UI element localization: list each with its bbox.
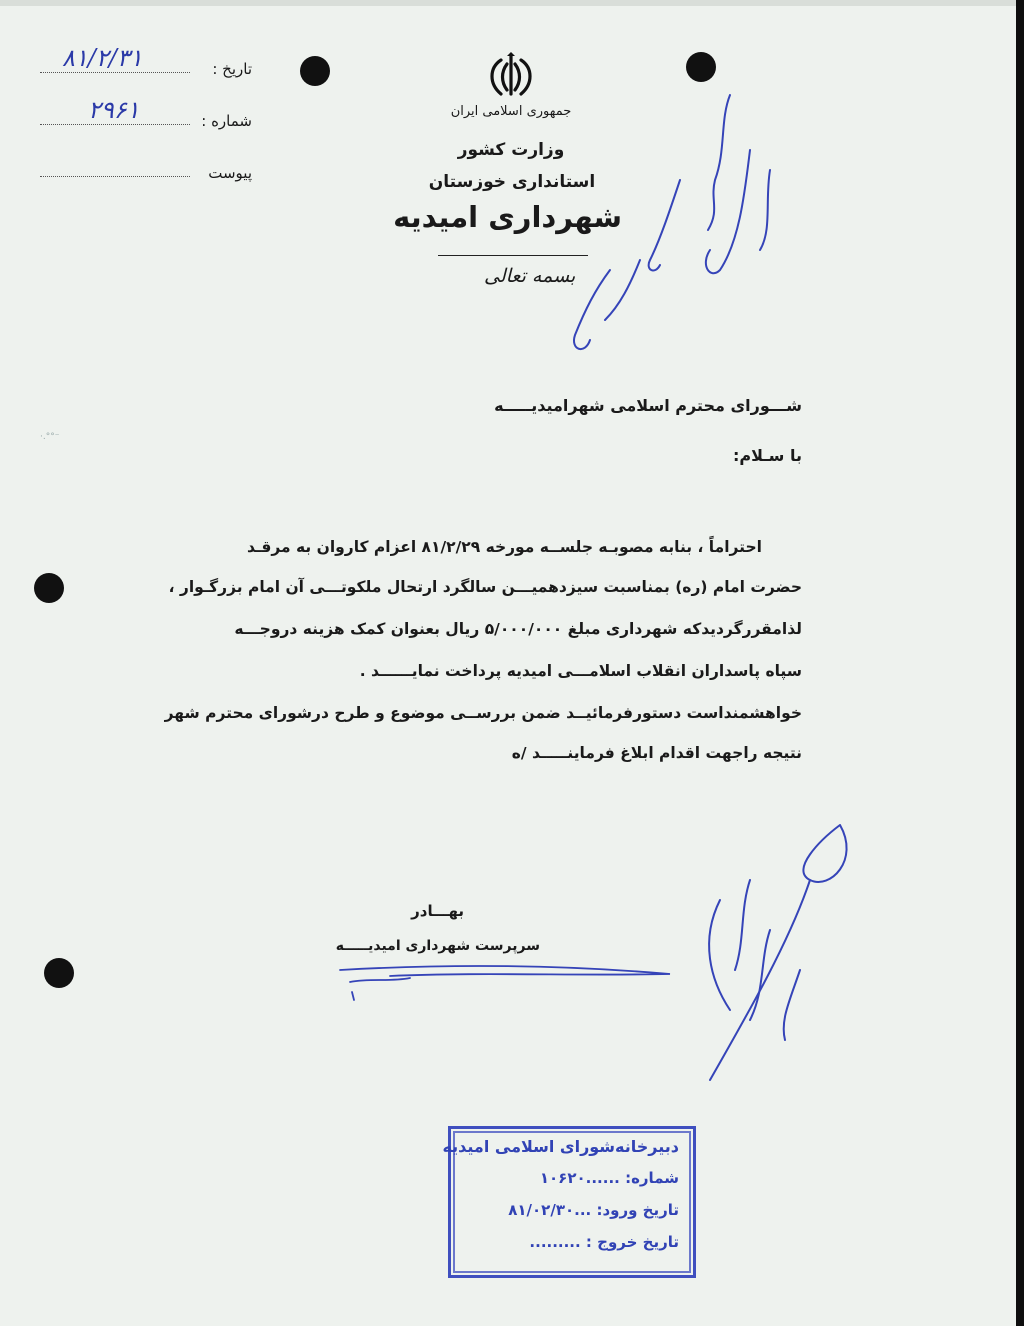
greeting: با سـلام: [732,446,802,465]
stamp-exit-date: تاریخ خروج : ......... [529,1233,679,1251]
council-receipt-stamp [442,1126,696,1278]
letterhead-ministry: وزارت کشور [457,140,565,160]
date-dotted-line [40,72,190,73]
letterhead-municipality: شهرداری امیدیه [393,200,622,234]
handwritten-margin-note [550,90,790,390]
attachment-label: پیوست [208,164,252,182]
body-line: لذامقررگردیدکه شهرداری مبلغ ۵/۰۰۰/۰۰۰ ریال بعنوان کمک هزینه دروجـــه [234,620,802,638]
date-label: تاریخ : [212,60,252,78]
addressee: شـــورای محترم اسلامی شهرامیدیـــــه [494,396,802,415]
punch-hole [300,56,330,86]
stamp-title: دبیرخانه‌شورای اسلامی امیدیه [442,1137,679,1156]
number-dotted-line [40,124,190,125]
signatory-title: سرپرست شهرداری امیدیـــــه [335,938,540,954]
attachment-dotted-line [40,176,190,177]
signatory-name: بهـــادر [411,902,464,920]
letterhead-province: استانداری خوزستان [428,172,596,192]
iran-emblem-icon [483,52,539,98]
punch-hole [34,573,64,603]
punch-hole [44,958,74,988]
invocation: بسمه تعالی [484,265,576,287]
stamp-entry-date: تاریخ ورود: ...۸۱/۰۲/۳۰ [508,1201,679,1219]
date-handwritten-value: ۸۱/۲/۳۱ [62,44,143,72]
letterhead-country: جمهوری اسلامی ایران [450,104,572,119]
punch-hole [686,52,716,82]
number-handwritten-value: ۲۹۶۱ [88,96,140,124]
paper-right-edge [1016,0,1024,1326]
stamp-number: شماره: ......۱۰۶۲۰ [539,1169,679,1187]
number-label: شماره : [201,112,252,130]
body-line: نتیجه راجهت اقدام ابلاغ فرماینـــــد /ه [511,744,802,762]
body-line: سپاه پاسداران انقلاب اسلامـــی امیدیه پرداخت نمایــــــد . [359,662,802,680]
handwritten-approval-note [690,820,870,1090]
body-line: احتراماً ، بنابه مصوبـه جلســه مورخه ۸۱/۲/۲۹ اعزام کاروان به مرقـد [246,538,762,556]
paper-speck: ·.°°⁻ [40,432,60,442]
paper-top-edge [0,0,1024,6]
body-line: خواهشمنداست دستورفرمائیــد ضمن بررســی موضوع و طرح درشورای محترم شهر [164,704,802,722]
signature [330,948,680,1008]
body-line: حضرت امام (ره) بمناسبت سیزدهمیـــن سالگرد ارتحال ملکوتـــی آن امام بزرگـوار ، [168,578,802,596]
